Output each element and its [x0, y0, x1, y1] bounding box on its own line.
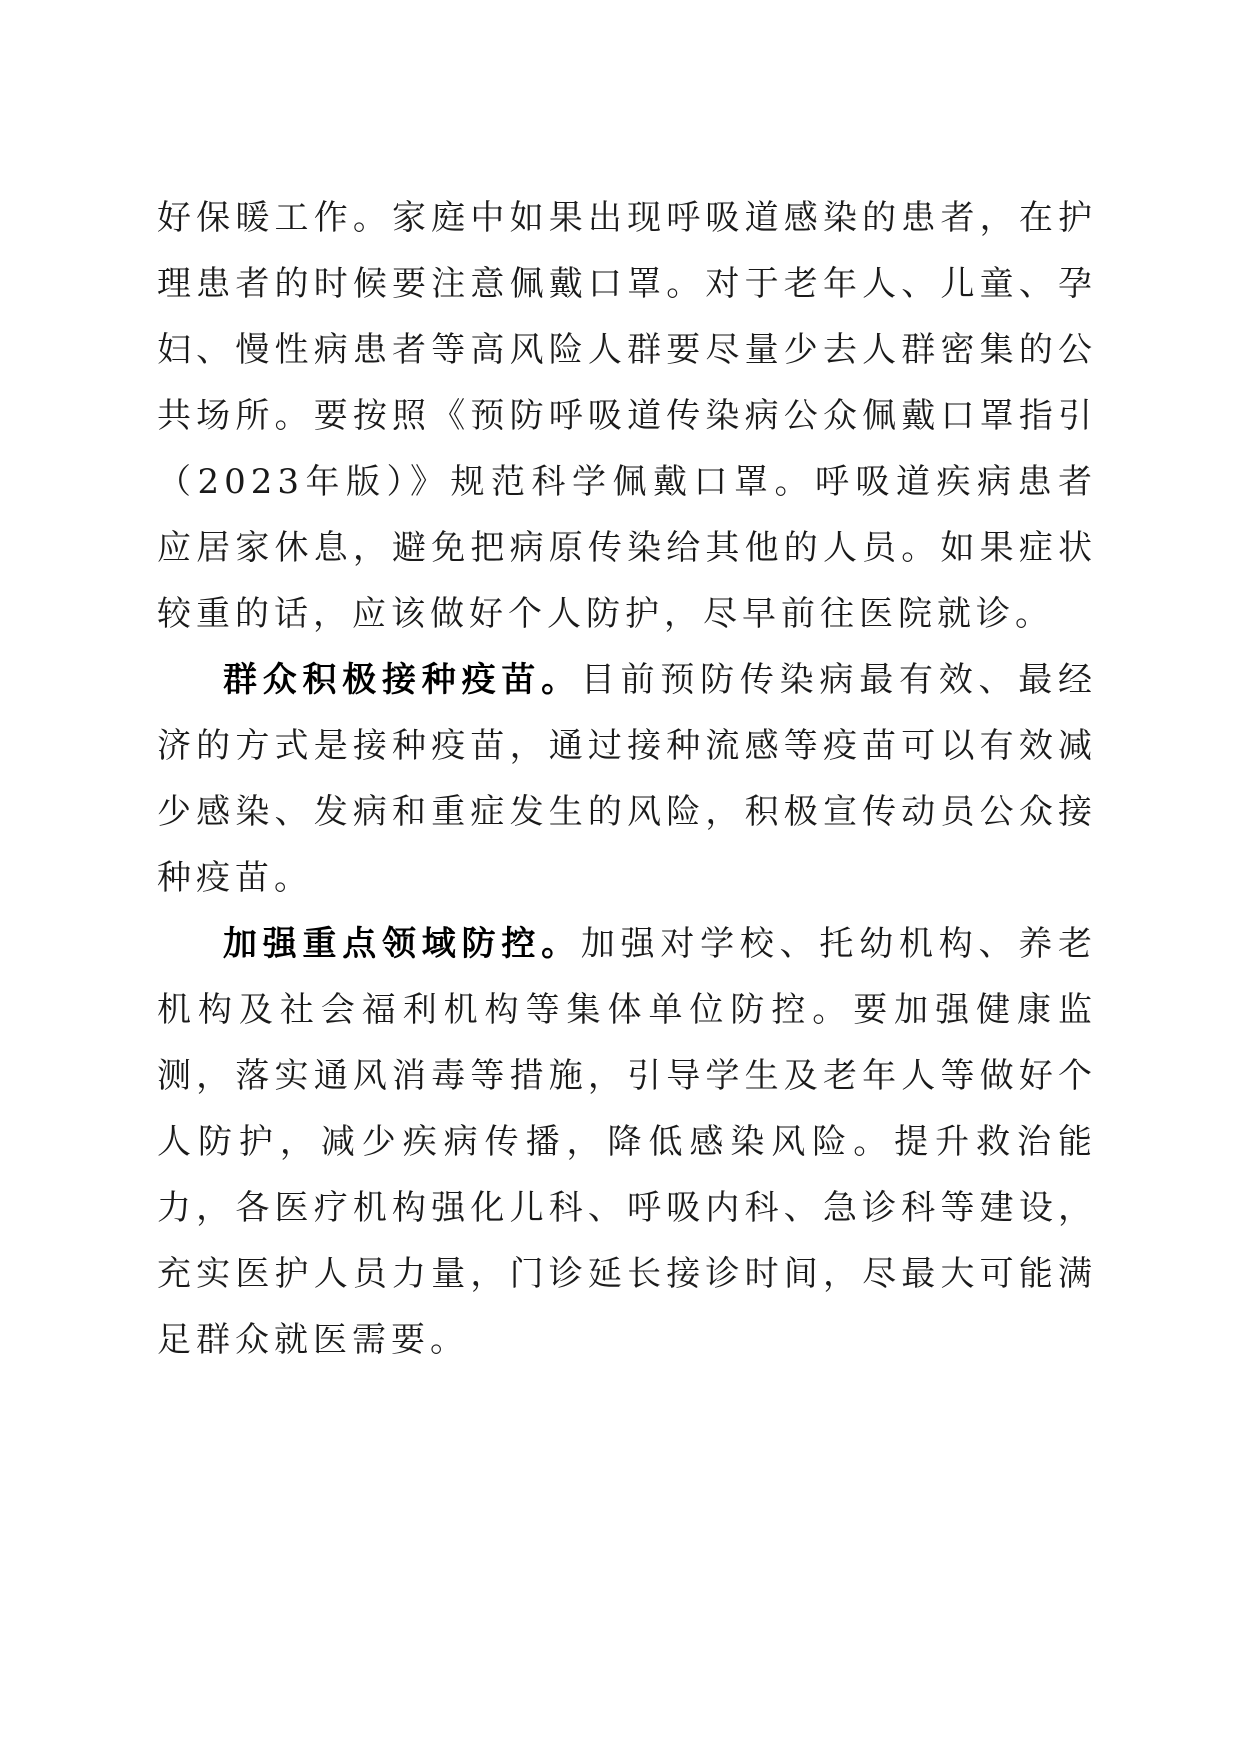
paragraph-heading: 加强重点领域防控。 [223, 924, 581, 964]
paragraph-continuation [157, 185, 1097, 647]
document-body [157, 185, 1097, 1373]
paragraph-heading: 群众积极接种疫苗。 [223, 660, 581, 700]
paragraph-text: 目前预防传染病最有效、最经济的方式是接种疫苗，通过接种流感等疫苗可以有效减少感染、发病和重症发生的风险，积极宣传动员公众接种疫苗。 [157, 660, 1098, 898]
paragraph-text: 好保暖工作。家庭中如果出现呼吸道感染的患者，在护理患者的时候要注意佩戴口罩。对于老年人、儿童、孕妇、慢性病患者等高风险人群要尽量少去人群密集的公共场所。要按照《预防呼吸道传染病公众佩戴口罩指引（2023年版）》规范科学佩戴口罩。呼吸道疾病患者应居家休息，避免把病原传染给其他的人员。如果症状较重的话，应该做好个人防护，尽早前往医院就诊。 [157, 198, 1097, 634]
paragraph-key-areas [157, 911, 1097, 1373]
paragraph-text: 加强对学校、托幼机构、养老机构及社会福利机构等集体单位防控。要加强健康监测，落实通风消毒等措施，引导学生及老年人等做好个人防护，减少疾病传播，降低感染风险。提升救治能力，各医疗机构强化儿科、呼吸内科、急诊科等建设，充实医护人员力量，门诊延长接诊时间，尽最大可能满足群众就医需要。 [157, 924, 1098, 1360]
paragraph-vaccination [157, 647, 1097, 911]
